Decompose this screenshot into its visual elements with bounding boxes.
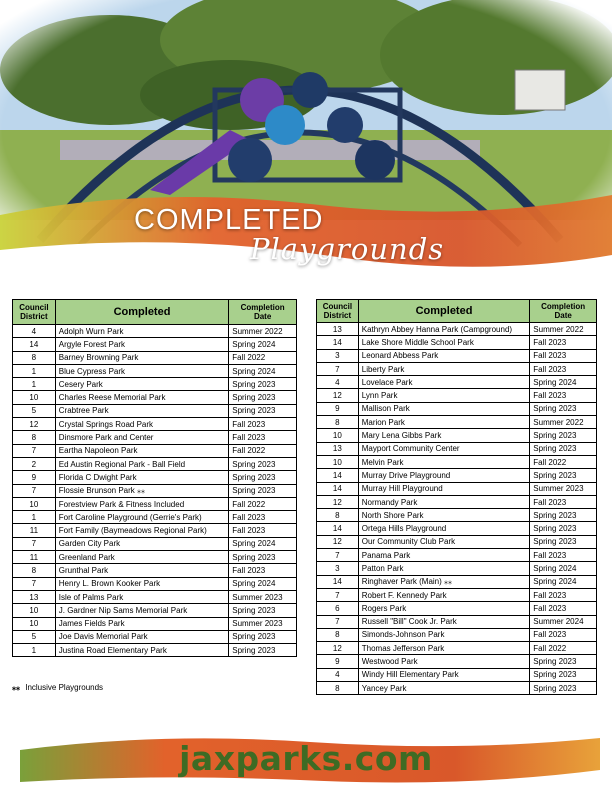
completion-date-cell: Spring 2024 — [229, 537, 297, 550]
completion-date-cell: Summer 2024 — [530, 615, 597, 628]
council-district-cell: 7 — [13, 444, 56, 457]
completion-date-cell: Fall 2023 — [530, 362, 597, 375]
park-name-cell: Flossie Brunson Park ⁎⁎ — [55, 484, 229, 497]
park-name-cell: Forestview Park & Fitness Included — [55, 497, 229, 510]
park-name-cell: Joe Davis Memorial Park — [55, 630, 229, 643]
completion-date-cell: Fall 2023 — [530, 588, 597, 601]
completion-date-cell: Fall 2023 — [229, 511, 297, 524]
completion-date-cell: Fall 2023 — [229, 418, 297, 431]
date-header: Completion Date — [229, 300, 297, 325]
table-row — [317, 535, 597, 548]
council-district-cell: 5 — [13, 630, 56, 643]
park-name-cell: Ortega Hills Playground — [358, 522, 530, 535]
park-name-cell: Eartha Napoleon Park — [55, 444, 229, 457]
table-row — [13, 457, 297, 470]
table-row — [13, 630, 297, 643]
council-district-cell: 11 — [13, 524, 56, 537]
council-district-cell: 12 — [13, 418, 56, 431]
council-district-cell: 10 — [317, 429, 359, 442]
table-row — [13, 617, 297, 630]
council-district-cell: 8 — [317, 628, 359, 641]
table-row — [13, 338, 297, 351]
completion-date-cell: Summer 2023 — [229, 590, 297, 603]
park-name-cell: Ringhaver Park (Main) ⁎⁎ — [358, 575, 530, 588]
completion-date-cell: Summer 2023 — [229, 617, 297, 630]
park-name-cell: Isle of Palms Park — [55, 590, 229, 603]
completion-date-cell: Spring 2023 — [530, 509, 597, 522]
council-district-cell: 8 — [317, 509, 359, 522]
title-completed: COMPLETED — [134, 204, 324, 236]
completion-date-cell: Spring 2023 — [530, 429, 597, 442]
table-row — [317, 575, 597, 588]
completion-date-cell: Fall 2023 — [530, 602, 597, 615]
footnote-symbol: ⁎⁎ — [12, 683, 20, 692]
table-row — [13, 537, 297, 550]
completion-date-cell: Spring 2024 — [530, 562, 597, 575]
council-district-cell: 10 — [13, 497, 56, 510]
table-row — [13, 325, 297, 338]
park-name-cell: Argyle Forest Park — [55, 338, 229, 351]
council-district-cell: 14 — [13, 338, 56, 351]
table-row — [13, 471, 297, 484]
table-row — [13, 404, 297, 417]
table-row — [317, 482, 597, 495]
table-row — [317, 602, 597, 615]
council-district-cell: 7 — [317, 549, 359, 562]
park-name-cell: Cesery Park — [55, 378, 229, 391]
council-district-cell: 3 — [317, 562, 359, 575]
park-name-cell: Mallison Park — [358, 402, 530, 415]
park-name-cell: Mary Lena Gibbs Park — [358, 429, 530, 442]
council-district-cell: 14 — [317, 336, 359, 349]
park-name-cell: Simonds-Johnson Park — [358, 628, 530, 641]
park-name-cell: Kathryn Abbey Hanna Park (Campground) — [358, 323, 530, 336]
council-district-cell: 5 — [13, 404, 56, 417]
district-header: Council District — [317, 300, 359, 323]
park-name-cell: Fort Caroline Playground (Gerrie's Park) — [55, 511, 229, 524]
park-name-cell: Panama Park — [358, 549, 530, 562]
table-row — [13, 378, 297, 391]
park-name-cell: Dinsmore Park and Center — [55, 431, 229, 444]
completion-date-cell: Spring 2023 — [229, 551, 297, 564]
park-name-cell: Crystal Springs Road Park — [55, 418, 229, 431]
council-district-cell: 10 — [317, 455, 359, 468]
council-district-cell: 14 — [317, 482, 359, 495]
council-district-cell: 7 — [13, 484, 56, 497]
park-name-cell: Crabtree Park — [55, 404, 229, 417]
table-row — [13, 604, 297, 617]
council-district-cell: 1 — [13, 644, 56, 657]
table-row — [317, 642, 597, 655]
table-row — [317, 509, 597, 522]
park-name-cell: Westwood Park — [358, 655, 530, 668]
park-name-cell: Our Community Club Park — [358, 535, 530, 548]
park-name-cell: Melvin Park — [358, 455, 530, 468]
park-name-cell: Liberty Park — [358, 362, 530, 375]
council-district-cell: 7 — [13, 537, 56, 550]
council-district-cell: 10 — [13, 617, 56, 630]
council-district-cell: 10 — [13, 604, 56, 617]
park-name-cell: Normandy Park — [358, 495, 530, 508]
park-name-cell: Charles Reese Memorial Park — [55, 391, 229, 404]
completion-date-cell: Fall 2023 — [530, 549, 597, 562]
completion-date-cell: Fall 2023 — [530, 628, 597, 641]
table-row — [317, 549, 597, 562]
table-row — [13, 364, 297, 377]
completion-date-cell: Summer 2022 — [530, 416, 597, 429]
council-district-cell: 1 — [13, 364, 56, 377]
council-district-cell: 8 — [317, 682, 359, 695]
council-district-cell: 13 — [317, 323, 359, 336]
park-name-cell: Fort Family (Baymeadows Regional Park) — [55, 524, 229, 537]
council-district-cell: 14 — [317, 575, 359, 588]
completion-date-cell: Spring 2024 — [229, 577, 297, 590]
council-district-cell: 12 — [317, 389, 359, 402]
completion-date-cell: Fall 2022 — [229, 351, 297, 364]
table-header-row — [317, 300, 597, 323]
council-district-cell: 8 — [13, 351, 56, 364]
district-header: Council District — [13, 300, 56, 325]
park-name-cell: James Fields Park — [55, 617, 229, 630]
council-district-cell: 9 — [317, 402, 359, 415]
park-name-cell: Mayport Community Center — [358, 442, 530, 455]
park-name-cell: Adolph Wurn Park — [55, 325, 229, 338]
park-name-cell: Lynn Park — [358, 389, 530, 402]
completion-date-cell: Summer 2023 — [530, 482, 597, 495]
completion-date-cell: Spring 2023 — [530, 442, 597, 455]
park-name-cell: Lovelace Park — [358, 376, 530, 389]
council-district-cell: 11 — [13, 551, 56, 564]
council-district-cell: 1 — [13, 378, 56, 391]
completion-date-cell: Spring 2023 — [229, 471, 297, 484]
table-row — [13, 577, 297, 590]
council-district-cell: 7 — [317, 615, 359, 628]
table-row — [317, 455, 597, 468]
table-row — [13, 497, 297, 510]
completion-date-cell: Spring 2023 — [229, 630, 297, 643]
park-name-cell: Florida C Dwight Park — [55, 471, 229, 484]
completion-date-cell: Spring 2023 — [229, 404, 297, 417]
footnote-text: Inclusive Playgrounds — [25, 683, 104, 692]
council-district-cell: 9 — [13, 471, 56, 484]
completion-date-cell: Spring 2023 — [530, 682, 597, 695]
council-district-cell: 4 — [317, 376, 359, 389]
hero-banner — [0, 0, 612, 290]
left-playground-table — [12, 299, 297, 657]
council-district-cell: 7 — [317, 588, 359, 601]
table-row — [317, 376, 597, 389]
completion-date-cell: Spring 2023 — [530, 402, 597, 415]
completion-date-cell: Fall 2022 — [530, 642, 597, 655]
park-name-cell: J. Gardner Nip Sams Memorial Park — [55, 604, 229, 617]
completion-date-cell: Fall 2023 — [530, 389, 597, 402]
table-row — [317, 336, 597, 349]
completion-date-cell: Spring 2023 — [530, 535, 597, 548]
park-name-cell: Windy Hill Elementary Park — [358, 668, 530, 681]
council-district-cell: 8 — [317, 416, 359, 429]
park-name-cell: Murray Hill Playground — [358, 482, 530, 495]
table-row — [317, 349, 597, 362]
completion-date-cell: Spring 2024 — [229, 364, 297, 377]
park-name-cell: Robert F. Kennedy Park — [358, 588, 530, 601]
completed-header: Completed — [358, 300, 530, 323]
table-row — [317, 615, 597, 628]
park-name-cell: Barney Browning Park — [55, 351, 229, 364]
park-name-cell: Marion Park — [358, 416, 530, 429]
completion-date-cell: Fall 2023 — [229, 564, 297, 577]
park-name-cell: Patton Park — [358, 562, 530, 575]
table-row — [317, 469, 597, 482]
date-header: Completion Date — [530, 300, 597, 323]
park-name-cell: Greenland Park — [55, 551, 229, 564]
right-playground-table — [316, 299, 597, 695]
table-row — [13, 511, 297, 524]
park-name-cell: Lake Shore Middle School Park — [358, 336, 530, 349]
park-name-cell: Russell "Bill" Cook Jr. Park — [358, 615, 530, 628]
completion-date-cell: Spring 2023 — [530, 469, 597, 482]
completion-date-cell: Spring 2024 — [229, 338, 297, 351]
council-district-cell: 4 — [317, 668, 359, 681]
park-name-cell: Leonard Abbess Park — [358, 349, 530, 362]
park-name-cell: Thomas Jefferson Park — [358, 642, 530, 655]
table-row — [13, 590, 297, 603]
council-district-cell: 13 — [317, 442, 359, 455]
completion-date-cell: Spring 2023 — [530, 522, 597, 535]
table-row — [317, 562, 597, 575]
council-district-cell: 4 — [13, 325, 56, 338]
completion-date-cell: Spring 2023 — [229, 378, 297, 391]
table-row — [13, 431, 297, 444]
table-row — [13, 351, 297, 364]
council-district-cell: 13 — [13, 590, 56, 603]
completion-date-cell: Spring 2024 — [530, 376, 597, 389]
completion-date-cell: Spring 2023 — [229, 604, 297, 617]
council-district-cell: 10 — [13, 391, 56, 404]
website-link[interactable]: jaxparks.com — [179, 739, 433, 778]
table-row — [317, 416, 597, 429]
table-row — [317, 495, 597, 508]
table-row — [317, 402, 597, 415]
completion-date-cell: Spring 2023 — [229, 644, 297, 657]
completion-date-cell: Fall 2023 — [229, 431, 297, 444]
table-row — [13, 484, 297, 497]
table-row — [13, 524, 297, 537]
park-name-cell: Justina Road Elementary Park — [55, 644, 229, 657]
park-name-cell: Henry L. Brown Kooker Park — [55, 577, 229, 590]
completion-date-cell: Summer 2022 — [530, 323, 597, 336]
table-row — [13, 444, 297, 457]
table-row — [317, 682, 597, 695]
table-row — [317, 522, 597, 535]
park-name-cell: Ed Austin Regional Park - Ball Field — [55, 457, 229, 470]
table-row — [317, 362, 597, 375]
completion-date-cell: Spring 2024 — [530, 575, 597, 588]
table-row — [317, 429, 597, 442]
park-name-cell: Grunthal Park — [55, 564, 229, 577]
table-row — [317, 389, 597, 402]
completion-date-cell: Summer 2022 — [229, 325, 297, 338]
park-name-cell: Garden City Park — [55, 537, 229, 550]
completion-date-cell: Fall 2022 — [229, 444, 297, 457]
council-district-cell: 3 — [317, 349, 359, 362]
completion-date-cell: Spring 2023 — [229, 457, 297, 470]
table-header-row — [13, 300, 297, 325]
right-table-body — [317, 323, 597, 695]
table-row — [13, 551, 297, 564]
completion-date-cell: Spring 2023 — [229, 484, 297, 497]
council-district-cell: 12 — [317, 642, 359, 655]
table-row — [317, 668, 597, 681]
table-row — [13, 391, 297, 404]
completion-date-cell: Spring 2023 — [530, 668, 597, 681]
council-district-cell: 8 — [13, 431, 56, 444]
council-district-cell: 8 — [13, 564, 56, 577]
footnote — [12, 683, 103, 692]
table-row — [13, 418, 297, 431]
table-row — [317, 442, 597, 455]
table-row — [317, 655, 597, 668]
completed-header: Completed — [55, 300, 229, 325]
park-name-cell: North Shore Park — [358, 509, 530, 522]
table-row — [317, 323, 597, 336]
completion-date-cell: Fall 2023 — [530, 495, 597, 508]
council-district-cell: 7 — [13, 577, 56, 590]
council-district-cell: 12 — [317, 535, 359, 548]
park-name-cell: Blue Cypress Park — [55, 364, 229, 377]
council-district-cell: 2 — [13, 457, 56, 470]
completion-date-cell: Spring 2023 — [229, 391, 297, 404]
park-name-cell: Rogers Park — [358, 602, 530, 615]
council-district-cell: 12 — [317, 495, 359, 508]
council-district-cell: 7 — [317, 362, 359, 375]
completion-date-cell: Spring 2023 — [530, 655, 597, 668]
completion-date-cell: Fall 2023 — [530, 336, 597, 349]
completion-date-cell: Fall 2023 — [229, 524, 297, 537]
table-row — [13, 644, 297, 657]
council-district-cell: 9 — [317, 655, 359, 668]
table-row — [13, 564, 297, 577]
table-row — [317, 628, 597, 641]
table-row — [317, 588, 597, 601]
park-name-cell: Yancey Park — [358, 682, 530, 695]
council-district-cell: 6 — [317, 602, 359, 615]
park-name-cell: Murray Drive Playground — [358, 469, 530, 482]
council-district-cell: 14 — [317, 522, 359, 535]
completion-date-cell: Fall 2022 — [229, 497, 297, 510]
left-table-body — [13, 325, 297, 657]
completion-date-cell: Fall 2023 — [530, 349, 597, 362]
council-district-cell: 1 — [13, 511, 56, 524]
title-playgrounds: Playgrounds — [250, 232, 445, 266]
completion-date-cell: Fall 2022 — [530, 455, 597, 468]
council-district-cell: 14 — [317, 469, 359, 482]
